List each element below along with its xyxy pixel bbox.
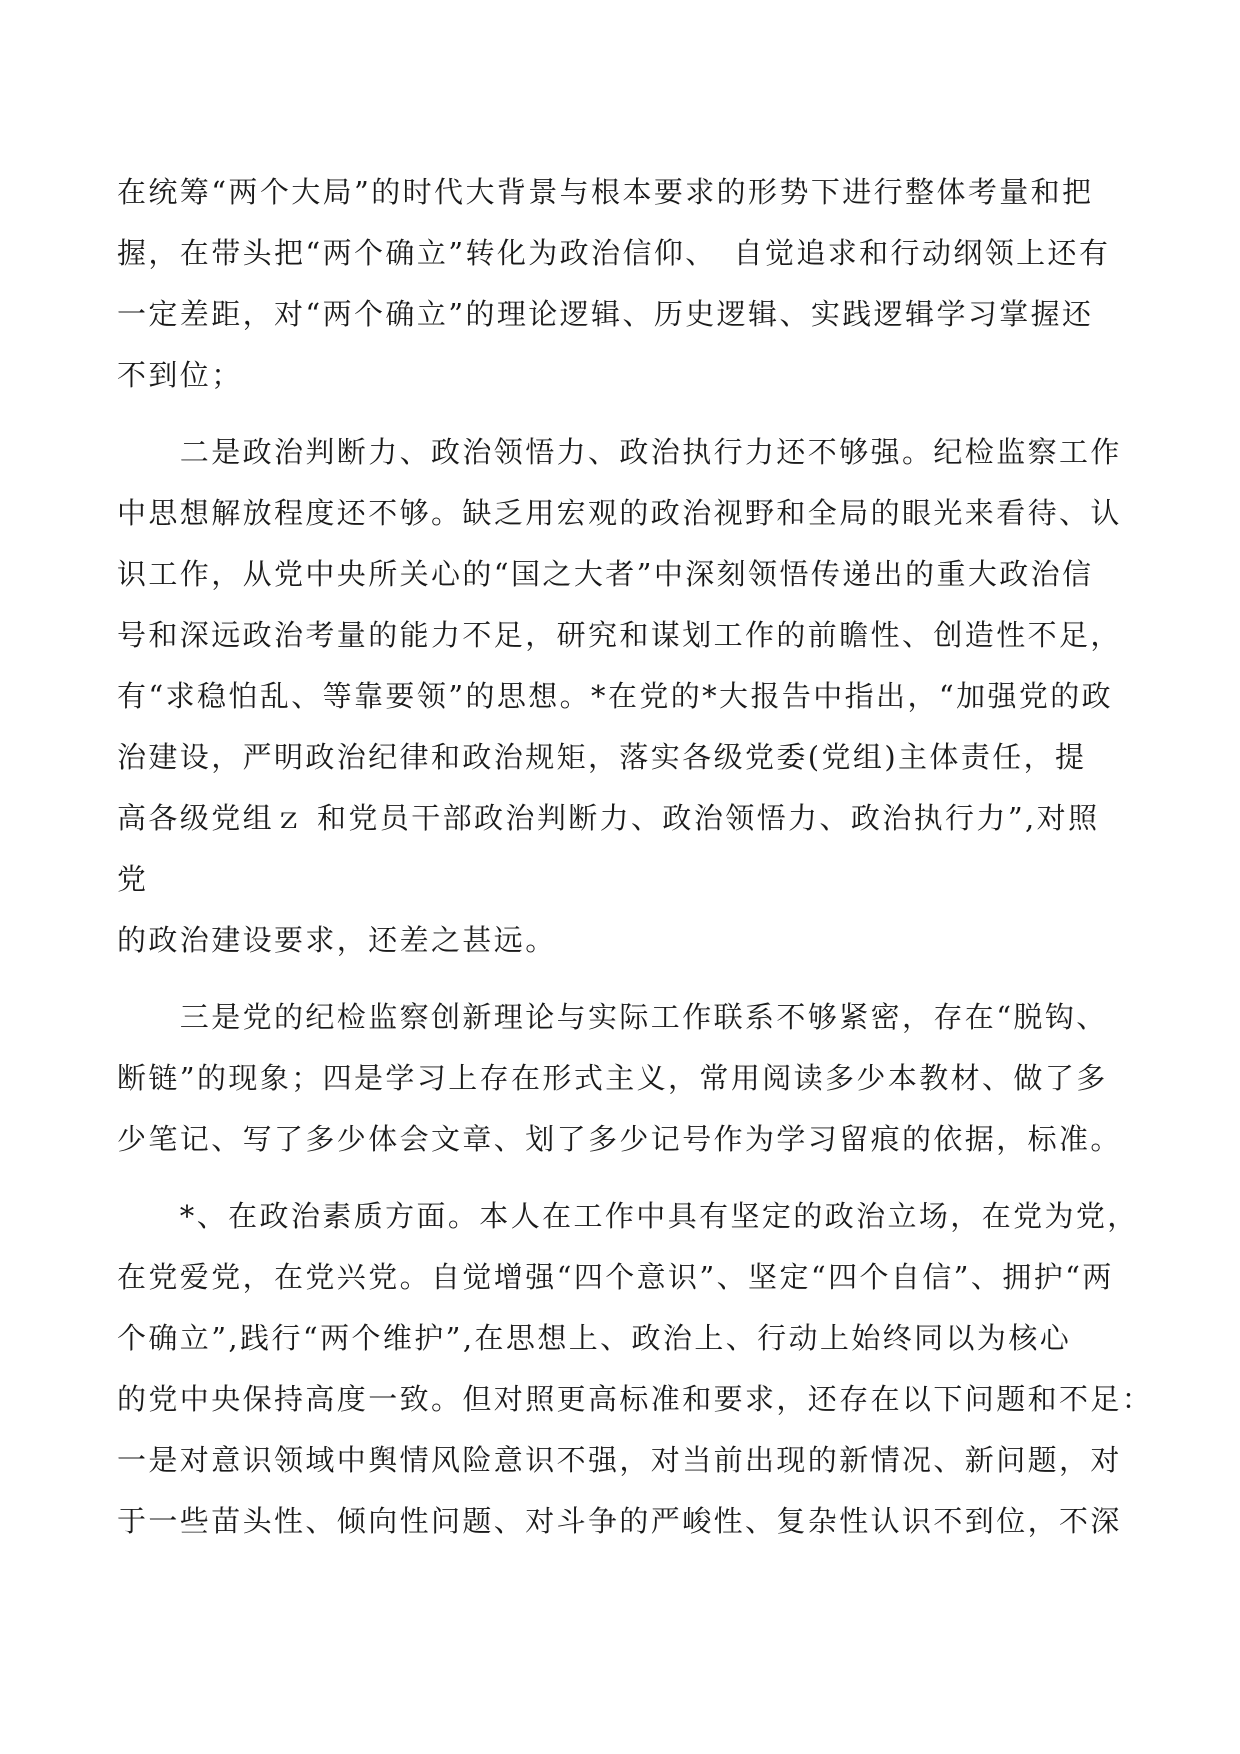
text-line: 的党中央保持高度一致。但对照更高标准和要求，还存在以下问题和不足： [117,1382,1154,1416]
text-line: 二是政治判断力、政治领悟力、政治执行力还不够强。纪检监察工作 [117,435,1122,469]
text-line: 的政治建设要求，还差之甚远。 [117,923,557,957]
text-line: 党 [117,862,149,896]
text-line: 一是对意识领域中舆情风险意识不强，对当前出现的新情况、新问题，对 [117,1443,1122,1477]
document-body [117,162,1154,1552]
text-line: 识工作，从党中央所关心的“国之大者”中深刻领悟传递出的重大政治信 [117,557,1094,591]
text-line: 有“求稳怕乱、等靠要领”的思想。*在党的*大报告中指出，“加强党的政 [117,679,1114,713]
text-line: *、在政治素质方面。本人在工作中具有坚定的政治立场，在党为党， [117,1199,1139,1233]
text-line: 握，在带头把“两个确立”转化为政治信仰、 自觉追求和行动纲领上还有 [117,236,1111,270]
text-line: 个确立”,践行“两个维护”,在思想上、政治上、行动上始终同以为核心 [117,1321,1072,1355]
text-line: 在统筹“两个大局”的时代大背景与根本要求的形势下进行整体考量和把 [117,175,1094,209]
text-line: 不到位； [117,358,243,392]
text-line: 一定差距，对“两个确立”的理论逻辑、历史逻辑、实践逻辑学习掌握还 [117,297,1094,331]
paragraph-4 [117,1186,1154,1552]
paragraph-2 [117,422,1127,971]
text-line: 在党爱党，在党兴党。自觉增强“四个意识”、坚定“四个自信”、拥护“两 [117,1260,1114,1294]
text-line: 号和深远政治考量的能力不足，研究和谋划工作的前瞻性、创造性不足， [117,618,1122,652]
paragraph-1 [117,162,1127,406]
text-line: 少笔记、写了多少体会文章、划了多少记号作为学习留痕的依据，标准。 [117,1122,1122,1156]
paragraph-gap [117,971,1127,987]
text-line: 断链”的现象；四是学习上存在形式主义，常用阅读多少本教材、做了多 [117,1061,1108,1095]
text-line: 三是党的纪检监察创新理论与实际工作联系不够紧密，存在“脱钩、 [117,1000,1108,1034]
text-line: 于一些苗头性、倾向性问题、对斗争的严峻性、复杂性认识不到位，不深 [117,1504,1122,1538]
paragraph-gap [117,1170,1127,1186]
text-line: 治建设，严明政治纪律和政治规矩，落实各级党委(党组)主体责任，提 [117,740,1087,774]
paragraph-3 [117,987,1127,1170]
paragraph-gap [117,406,1127,422]
text-line: 高各级党组ｚ 和党员干部政治判断力、政治领悟力、政治执行力”,对照 [117,801,1100,835]
text-line: 中思想解放程度还不够。缺乏用宏观的政治视野和全局的眼光来看待、认 [117,496,1122,530]
